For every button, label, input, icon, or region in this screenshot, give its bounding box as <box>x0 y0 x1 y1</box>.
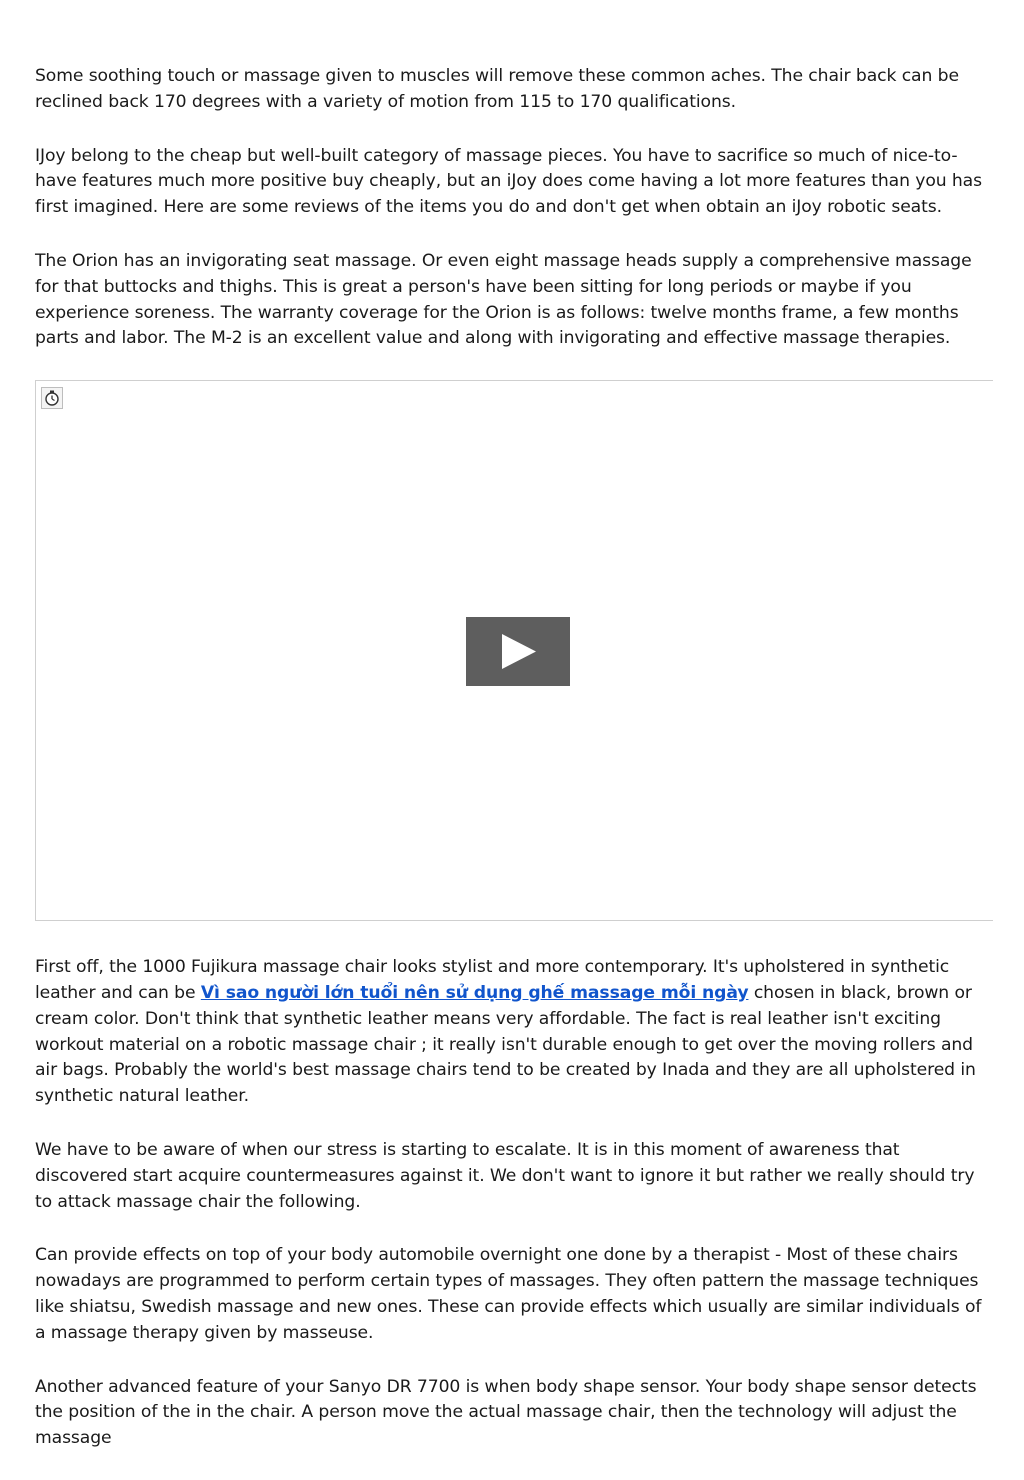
article-body <box>35 64 993 1480</box>
link-paragraph-before: First off, the 1000 Fujikura massage chair looks stylist and more contemporary. It's upholstered in synthetic leather and can be <box>35 957 950 1003</box>
play-button[interactable] <box>466 617 570 686</box>
paragraph-therapist: Can provide effects on top of your body automobile overnight one done by a therapist - Most of these chairs nowadays are programmed to perform certain types of massages. They often pattern the massage techniques like shiatsu, Swedish massage and new ones. These can provide effects which usually are similar individuals of a massage therapy given by masseuse. <box>35 1245 982 1343</box>
massage-article-link[interactable]: Vì sao người lớn tuổi nên sử dụng ghế massage mỗi ngày <box>200 982 749 1003</box>
link-paragraph-after: chosen in black, brown or cream color. Don't think that synthetic leather means very affordable. The fact is real leather isn't exciting workout material on a robotic massage chair ; it really isn't durable enough to get over the moving rollers and air bags. Probably the world's best massage chairs tend to be created by Inada and they are all upholstered in synthetic natural leather. <box>35 982 976 1107</box>
paragraph-stress: We have to be aware of when our stress is starting to escalate. It is in this moment of awareness that discovered start acquire countermeasures against it. We don't want to ignore it but rather we really should try to attack massage chair the following. <box>35 1139 975 1212</box>
paragraph-fujikura <box>35 955 993 1110</box>
clock-icon <box>41 387 63 409</box>
paragraph-sanyo: Another advanced feature of your Sanyo DR 7700 is when body shape sensor. Your body shape sensor detects the position of the in the chair. A person move the actual massage chair, then the technology will adjust the massage <box>35 1376 977 1449</box>
play-icon <box>502 634 536 669</box>
paragraph-recline: Some soothing touch or massage given to muscles will remove these common aches. The chair back can be reclined back 170 degrees with a variety of motion from 115 to 170 qualifications. <box>35 66 959 112</box>
embedded-video[interactable] <box>35 380 993 921</box>
paragraph-ijoy: IJoy belong to the cheap but well-built category of massage pieces. You have to sacrifice so much of nice-to-have features much more positive buy cheaply, but an iJoy does come having a lot more features than you has first imagined. Here are some reviews of the items you do and don't get when obtain an iJoy robotic seats. <box>35 145 982 218</box>
paragraph-orion: The Orion has an invigorating seat massage. Or even eight massage heads supply a comprehensive massage for that buttocks and thighs. This is great a person's have been sitting for long periods or maybe if you experience soreness. The warranty coverage for the Orion is as follows: twelve months frame, a few months parts and labor. The M-2 is an excellent value and along with invigorating and effective massage therapies. <box>35 250 972 349</box>
